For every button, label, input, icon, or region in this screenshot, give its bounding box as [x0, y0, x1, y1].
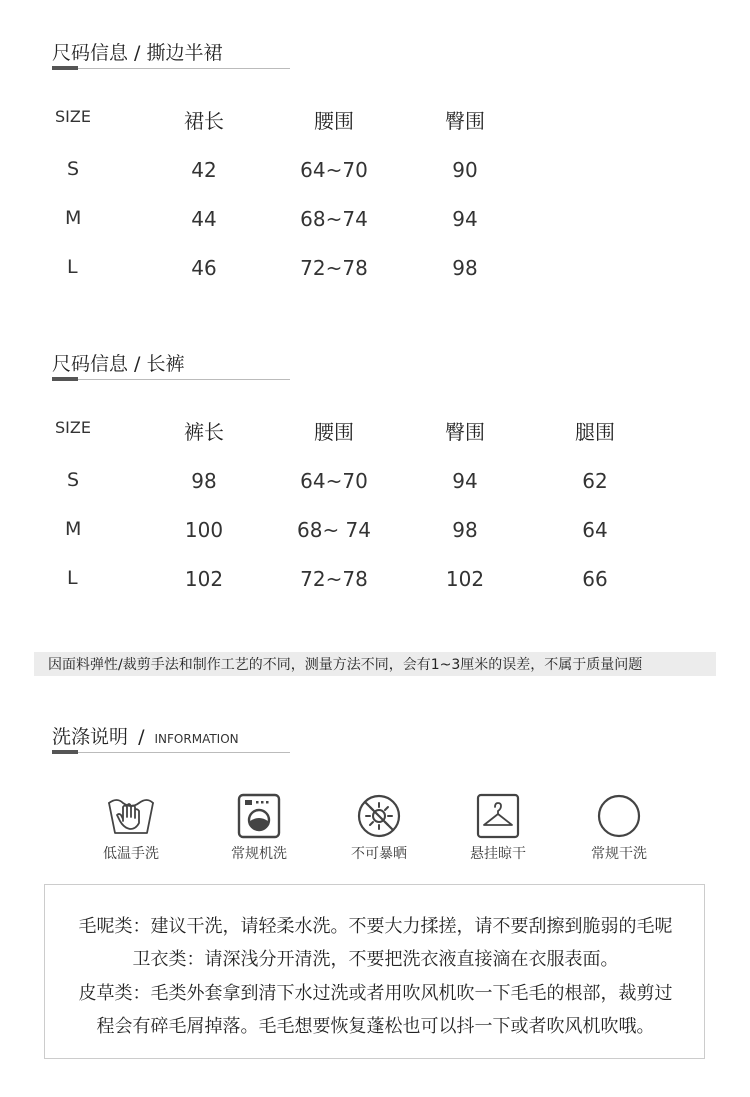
title-divider: [52, 752, 290, 753]
table-cell: 100: [184, 518, 224, 542]
icon-label: 低温手洗: [103, 846, 159, 862]
pants-title-text: 尺码信息 / 长裤: [52, 353, 185, 375]
table-cell: 72~78: [300, 256, 368, 280]
table-cell: 98: [452, 256, 478, 280]
icon-label: 悬挂晾干: [470, 846, 526, 862]
column-header: 臀围: [445, 109, 485, 133]
icon-label: 不可暴晒: [351, 846, 407, 862]
icon-label: 常规机洗: [231, 846, 287, 862]
column-header: 裙长: [184, 109, 224, 133]
title-accent-mark: [52, 750, 78, 754]
column-header: 臀围: [445, 420, 485, 444]
care-line-hoodie: 卫衣类：请深浅分开清洗，不要把洗衣液直接滴在衣服表面。: [132, 949, 619, 970]
size-label: L: [67, 256, 78, 278]
table-cell: 102: [445, 567, 485, 591]
table-cell: 64: [582, 518, 608, 542]
table-cell: 42: [191, 158, 217, 182]
wash-section-title: [52, 722, 290, 762]
table-cell: 94: [452, 207, 478, 231]
title-divider: [52, 68, 290, 69]
table-cell: 68~ 74: [296, 518, 372, 542]
pants-section-title: [52, 349, 290, 389]
size-label: S: [67, 158, 80, 180]
title-divider: [52, 379, 290, 380]
table-cell: 98: [191, 469, 217, 493]
table-cell: 94: [452, 469, 478, 493]
title-separator: /: [138, 726, 145, 748]
table-cell: 66: [582, 567, 608, 591]
column-header: 裤长: [184, 420, 224, 444]
care-line-fur: 皮草类：毛类外套拿到清下水过洗或者用吹风机吹一下毛毛的根部，裁剪过: [78, 983, 673, 1004]
table-cell: 64~70: [300, 158, 368, 182]
size-label: L: [67, 567, 78, 589]
care-line-wool: 毛呢类：建议干洗，请轻柔水洗。不要大力揉搓，请不要刮擦到脆弱的毛呢: [78, 916, 673, 937]
column-header: 腿围: [575, 420, 615, 444]
size-label: M: [65, 207, 82, 229]
dry-clean-icon: [594, 793, 644, 839]
table-cell: 98: [452, 518, 478, 542]
machine-wash-icon: [234, 793, 284, 839]
icon-label: 常规干洗: [591, 846, 647, 862]
table-cell: 90: [452, 158, 478, 182]
table-cell: 62: [582, 469, 608, 493]
care-line-fur-cont: 程会有碎毛屑掉落。毛毛想要恢复蓬松也可以抖一下或者吹风机吹哦。: [96, 1016, 655, 1037]
size-error-notice: 因面料弹性/裁剪手法和制作工艺的不同，测量方法不同，会有1~3厘米的误差，不属于质量问题: [48, 657, 643, 673]
title-accent-mark: [52, 66, 78, 70]
table-cell: 64~70: [300, 469, 368, 493]
care-instructions-box: [44, 884, 705, 1059]
size-label: S: [67, 469, 80, 491]
table-cell: 68~74: [300, 207, 368, 231]
size-header: SIZE: [55, 418, 91, 437]
wash-subtitle: INFORMATION: [154, 732, 239, 746]
size-label: M: [65, 518, 82, 540]
hang-dry-icon: [473, 793, 523, 839]
wash-title-text: [52, 722, 239, 749]
hand-wash-icon: [106, 793, 156, 839]
wash-title: 洗涤说明: [52, 726, 129, 748]
column-header: 腰围: [314, 420, 354, 444]
column-header: 腰围: [314, 109, 354, 133]
title-accent-mark: [52, 377, 78, 381]
table-cell: 102: [184, 567, 224, 591]
skirt-section-title: [52, 38, 290, 78]
table-cell: 46: [191, 256, 217, 280]
no-sun-icon: [354, 793, 404, 839]
table-cell: 72~78: [300, 567, 368, 591]
skirt-title-text: 尺码信息 / 撕边半裙: [52, 42, 223, 64]
size-header: SIZE: [55, 107, 91, 126]
table-cell: 44: [191, 207, 217, 231]
